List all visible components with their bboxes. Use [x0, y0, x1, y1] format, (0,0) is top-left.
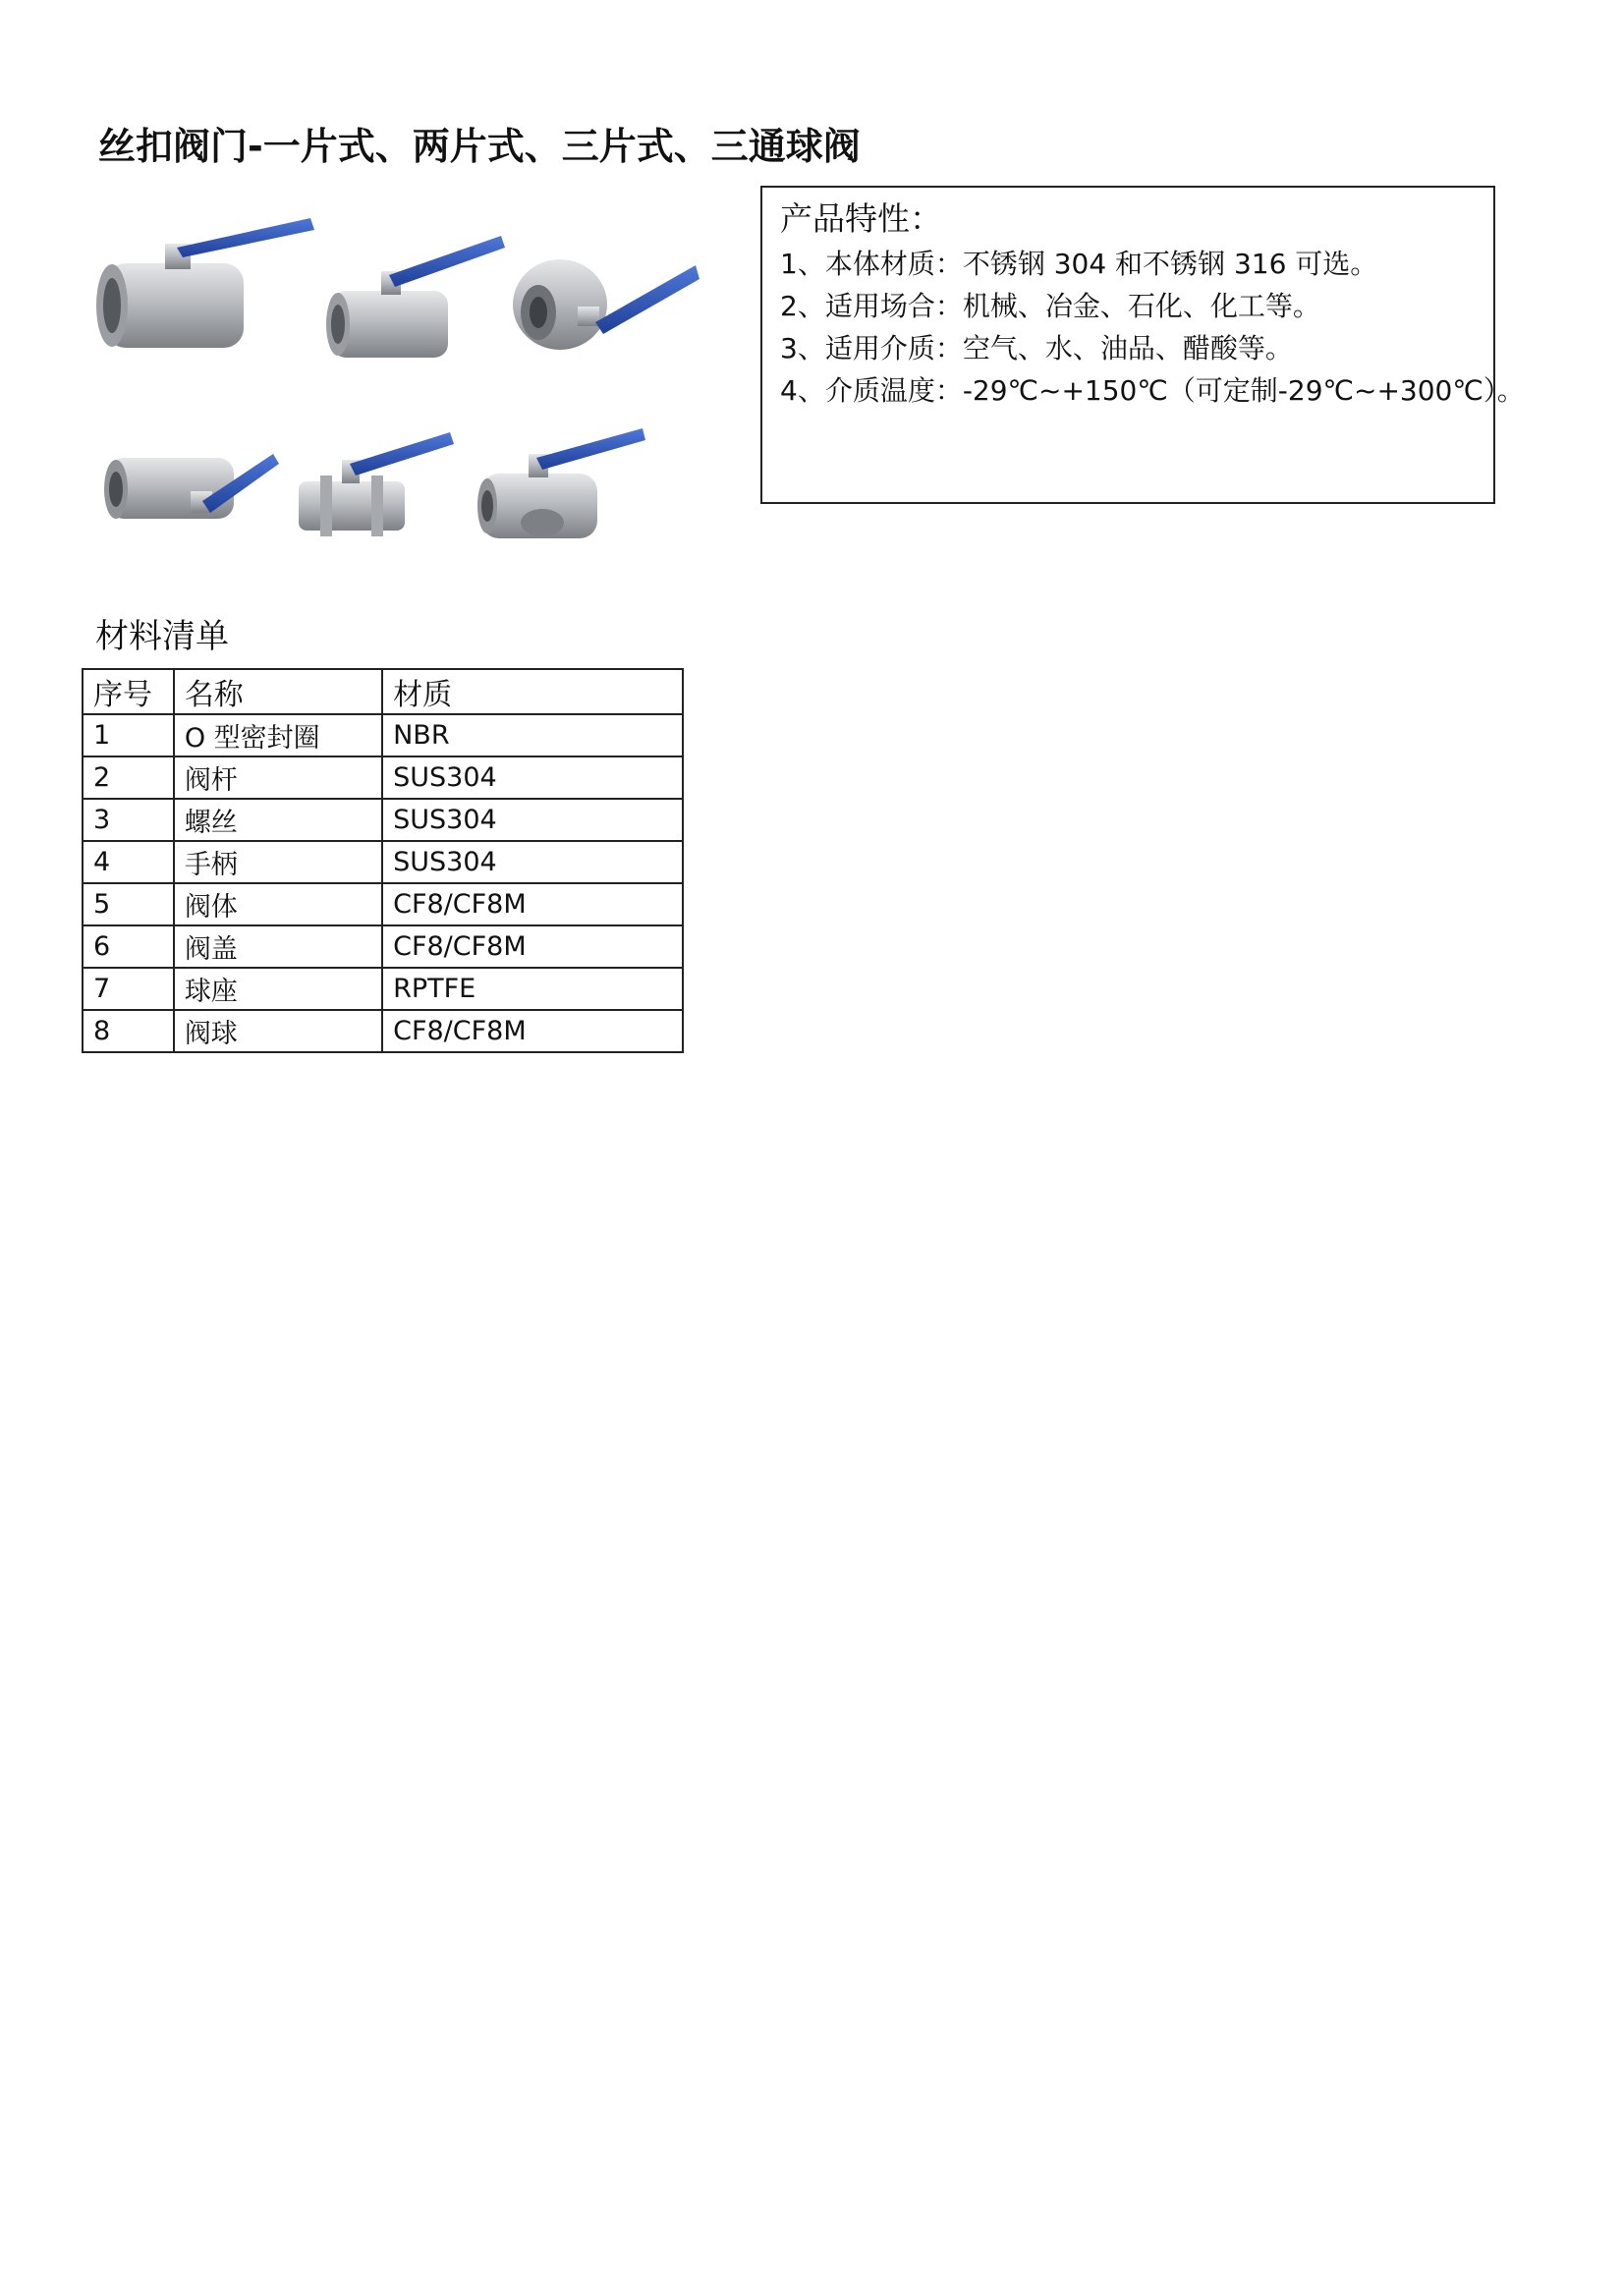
feature-temperature: 4、介质温度：-29℃~+150℃（可定制-29℃~+300℃）。: [780, 374, 1525, 407]
feature-application: 2、适用场合：机械、冶金、石化、化工等。: [780, 290, 1320, 322]
cell-material: RPTFE: [382, 968, 683, 1010]
table-row: [83, 756, 683, 799]
cell-material: CF8/CF8M: [382, 883, 683, 925]
cell-number: 2: [83, 756, 174, 799]
cell-material: CF8/CF8M: [382, 925, 683, 968]
cell-number: 6: [83, 925, 174, 968]
table-row: [83, 714, 683, 756]
cell-name: 阀盖: [174, 925, 382, 968]
cell-number: 5: [83, 883, 174, 925]
header-name: 名称: [174, 669, 382, 714]
cell-number: 4: [83, 841, 174, 883]
ball-valve-three-way-icon: [477, 428, 645, 538]
cell-number: 1: [83, 714, 174, 756]
ball-valve-two-piece-icon: [326, 236, 505, 358]
cell-material: SUS304: [382, 841, 683, 883]
cell-number: 7: [83, 968, 174, 1010]
cell-material: SUS304: [382, 799, 683, 841]
header-material: 材质: [382, 669, 683, 714]
cell-name: O 型密封圈: [174, 714, 382, 756]
product-images: [88, 196, 717, 560]
page-title: 丝扣阀门-一片式、两片式、三片式、三通球阀: [98, 125, 861, 168]
table-row: [83, 1010, 683, 1052]
features-heading: 产品特性：: [780, 199, 942, 238]
ball-valve-three-piece-icon: [299, 432, 454, 536]
bom-table: [82, 668, 684, 1053]
ball-valve-one-piece-icon: [96, 218, 314, 348]
cell-material: SUS304: [382, 756, 683, 799]
table-row: [83, 841, 683, 883]
cell-name: 球座: [174, 968, 382, 1010]
cell-number: 3: [83, 799, 174, 841]
table-row: [83, 925, 683, 968]
cell-material: CF8/CF8M: [382, 1010, 683, 1052]
product-features-box: [760, 186, 1525, 504]
table-header-row: [83, 669, 683, 714]
feature-media: 3、适用介质：空气、水、油品、醋酸等。: [780, 332, 1293, 364]
cell-material: NBR: [382, 714, 683, 756]
cell-name: 阀杆: [174, 756, 382, 799]
ball-valve-male-female-icon: [104, 454, 279, 519]
cell-name: 手柄: [174, 841, 382, 883]
ball-valve-angled-icon: [513, 259, 700, 350]
table-row: [83, 883, 683, 925]
table-row: [83, 968, 683, 1010]
cell-name: 阀球: [174, 1010, 382, 1052]
feature-material: 1、本体材质：不锈钢 304 和不锈钢 316 可选。: [780, 248, 1378, 280]
table-row: [83, 799, 683, 841]
cell-number: 8: [83, 1010, 174, 1052]
header-number: 序号: [83, 669, 174, 714]
cell-name: 螺丝: [174, 799, 382, 841]
bom-caption: 材料清单: [95, 617, 229, 656]
cell-name: 阀体: [174, 883, 382, 925]
